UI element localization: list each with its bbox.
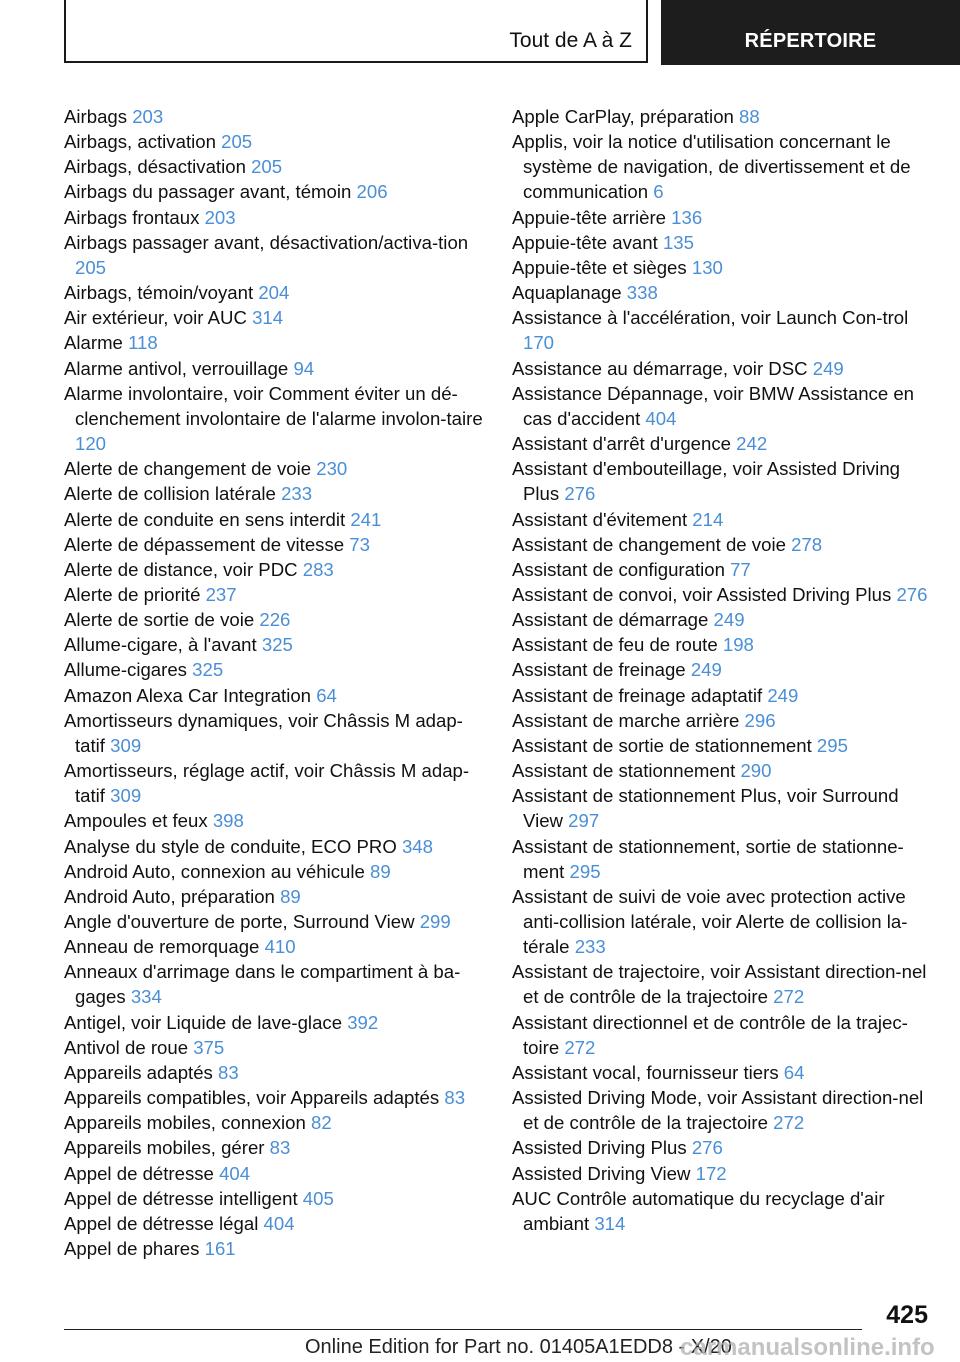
index-term: Alarme involontaire, voir Comment éviter un dé‐clenchement involontaire de l'alarme involon‐taire — [64, 382, 483, 429]
watermark: carmanualsonline.info — [680, 1334, 935, 1361]
index-term: Airbags passager avant, désactivation/activa‐tion — [64, 231, 469, 253]
index-term: Appareils mobiles, gérer — [64, 1137, 265, 1159]
index-column-right — [512, 104, 932, 1236]
index-term: Appuie-tête arrière — [512, 206, 666, 228]
page-reference-link[interactable]: 314 — [594, 1212, 626, 1234]
index-entry — [512, 129, 932, 204]
page-reference-link[interactable]: 297 — [568, 810, 600, 832]
index-entry — [512, 280, 932, 305]
page-reference-link[interactable]: 203 — [132, 106, 164, 127]
page-reference-link[interactable]: 130 — [691, 256, 723, 278]
index-term: AUC Contrôle automatique du recyclage d'air ambiant — [512, 1187, 885, 1234]
index-term: Assistant de marche arrière — [512, 709, 740, 731]
index-entry — [64, 657, 484, 682]
page-reference-link[interactable]: 272 — [773, 986, 805, 1008]
index-entry — [512, 381, 932, 431]
page-reference-link[interactable]: 375 — [193, 1036, 225, 1058]
index-term: Alerte de collision latérale — [64, 483, 276, 505]
page-reference-link[interactable]: 283 — [302, 558, 334, 580]
index-entry — [64, 1161, 484, 1186]
index-term: Analyse du style de conduite, ECO PRO — [64, 835, 397, 857]
index-entry — [512, 431, 932, 456]
index-term: Assistant de stationnement, sortie de stationne‐ment — [512, 835, 904, 882]
index-entry — [64, 154, 484, 179]
index-entry — [64, 356, 484, 381]
index-term: Aquaplanage — [512, 282, 622, 304]
page-reference-link[interactable]: 206 — [356, 181, 388, 203]
index-term: Alerte de conduite en sens interdit — [64, 508, 346, 530]
index-entry — [512, 205, 932, 230]
page-reference-link[interactable]: 295 — [569, 860, 601, 882]
page-reference-link[interactable]: 325 — [192, 659, 224, 681]
page-reference-link[interactable]: 170 — [523, 332, 555, 354]
index-term: Allume-cigare, à l'avant — [64, 634, 257, 656]
index-entry — [64, 808, 484, 833]
index-term: Appuie-tête avant — [512, 231, 658, 253]
index-entry — [64, 1010, 484, 1035]
index-entry — [512, 607, 932, 632]
page-reference-link[interactable]: 64 — [783, 1061, 805, 1083]
page-reference-link[interactable]: 249 — [690, 659, 722, 681]
page-reference-link[interactable]: 230 — [316, 458, 348, 480]
index-term: Airbags, témoin/voyant — [64, 282, 254, 304]
index-entry — [64, 934, 484, 959]
page-reference-link[interactable]: 233 — [281, 483, 313, 505]
page-reference-link[interactable]: 276 — [691, 1137, 723, 1159]
page-reference-link[interactable]: 82 — [311, 1112, 332, 1134]
index-term: Air extérieur, voir AUC — [64, 307, 247, 329]
index-term: Appel de détresse intelligent — [64, 1187, 298, 1209]
index-term: Appareils mobiles, connexion — [64, 1112, 306, 1134]
index-term: Assistant de sortie de stationnement — [512, 734, 812, 756]
page-number: 425 — [886, 1301, 928, 1329]
index-entry — [64, 607, 484, 632]
index-entry — [64, 532, 484, 557]
index-entry — [512, 708, 932, 733]
index-entry — [64, 1135, 484, 1160]
page-reference-link[interactable]: 296 — [744, 709, 776, 731]
index-entry — [64, 507, 484, 532]
edition-note: Online Edition for Part no. 01405A1EDD8 - X/20 — [305, 1336, 732, 1358]
index-term: Assistant directionnel et de contrôle de la trajec‐toire — [512, 1011, 908, 1058]
page-reference-link[interactable]: 77 — [730, 558, 751, 580]
index-term: Alarme antivol, verrouillage — [64, 357, 289, 379]
page-reference-link[interactable]: 276 — [564, 483, 596, 505]
index-entry — [64, 859, 484, 884]
index-term: Assisted Driving Plus — [512, 1137, 687, 1159]
page-reference-link[interactable]: 83 — [269, 1137, 291, 1159]
index-term: Amazon Alexa Car Integration — [64, 684, 312, 706]
index-entry — [64, 632, 484, 657]
index-term: Assistant d'embouteillage, voir Assisted Driving Plus — [512, 458, 900, 505]
index-entry — [64, 104, 484, 129]
index-term: Assistance Dépannage, voir BMW Assistance en cas d'accident — [512, 382, 915, 429]
page-reference-link[interactable]: 203 — [204, 206, 236, 228]
index-term: Alarme — [64, 332, 123, 354]
page-reference-link[interactable]: 120 — [75, 433, 107, 455]
section-title: Tout de A à Z — [509, 29, 632, 52]
index-entry — [512, 632, 932, 657]
index-term: Android Auto, connexion au véhicule — [64, 860, 365, 882]
index-entry — [64, 305, 484, 330]
index-entry — [64, 330, 484, 355]
page-reference-link[interactable]: 64 — [316, 684, 337, 706]
page-reference-link[interactable]: 136 — [671, 206, 703, 228]
index-term: Appel de détresse légal — [64, 1212, 259, 1234]
index-term: Alerte de sortie de voie — [64, 609, 255, 631]
page-reference-link[interactable]: 299 — [419, 911, 451, 932]
index-term: Appel de phares — [64, 1238, 200, 1260]
index-term: Assistance au démarrage, voir DSC — [512, 357, 808, 379]
index-entry — [512, 884, 932, 959]
index-entry — [64, 230, 484, 280]
index-entry — [64, 557, 484, 582]
page-reference-link[interactable]: 214 — [692, 508, 724, 530]
index-entry — [512, 657, 932, 682]
page-reference-link[interactable]: 6 — [653, 181, 664, 203]
page-reference-link[interactable]: 276 — [896, 583, 928, 605]
page-reference-link[interactable]: 118 — [128, 332, 158, 354]
index-term: Assistant d'évitement — [512, 508, 688, 530]
index-entry — [512, 733, 932, 758]
index-term: Airbags, activation — [64, 131, 216, 153]
page-reference-link[interactable]: 325 — [261, 634, 293, 656]
index-term: Airbags du passager avant, témoin — [64, 181, 352, 203]
header-frame — [64, 0, 648, 63]
page-reference-link[interactable]: 410 — [264, 936, 296, 958]
page-reference-link[interactable]: 205 — [75, 256, 107, 278]
index-term: Appareils compatibles, voir Appareils adaptés — [64, 1087, 440, 1109]
page-reference-link[interactable]: 278 — [791, 533, 823, 555]
index-term: Android Auto, préparation — [64, 885, 275, 907]
index-term: Alerte de priorité — [64, 583, 201, 605]
index-entry — [64, 481, 484, 506]
page-reference-link[interactable]: 241 — [350, 508, 382, 530]
index-term: Airbags — [64, 106, 128, 127]
index-entry — [64, 708, 484, 758]
index-entry — [512, 305, 932, 355]
index-entry — [64, 1186, 484, 1211]
index-term: Antivol de roue — [64, 1036, 189, 1058]
index-term: Assistant vocal, fournisseur tiers — [512, 1061, 779, 1083]
page-reference-link[interactable]: 204 — [258, 282, 290, 304]
index-entry — [512, 1135, 932, 1160]
page-reference-link[interactable]: 226 — [259, 609, 291, 631]
page-reference-link[interactable]: 249 — [713, 609, 745, 631]
page-reference-link[interactable]: 295 — [816, 734, 848, 756]
page-reference-link[interactable]: 309 — [110, 785, 142, 807]
page-reference-link[interactable]: 348 — [401, 835, 433, 857]
index-entry — [512, 255, 932, 280]
index-term: Angle d'ouverture de porte, Surround View — [64, 911, 415, 932]
index-term: Applis, voir la notice d'utilisation concernant le système de navigation, de divertissement et de communication — [512, 131, 911, 203]
page-reference-link[interactable]: 398 — [212, 810, 244, 832]
page-reference-link[interactable]: 135 — [662, 231, 694, 253]
index-term: Alerte de changement de voie — [64, 458, 312, 480]
index-entry — [512, 456, 932, 506]
page-reference-link[interactable]: 242 — [736, 433, 768, 455]
index-entry — [64, 381, 484, 456]
index-term: Assisted Driving View — [512, 1162, 691, 1184]
page-reference-link[interactable]: 290 — [740, 760, 772, 782]
index-entry — [64, 456, 484, 481]
index-term: Assistant de freinage adaptatif — [512, 684, 763, 706]
index-entry — [64, 280, 484, 305]
index-entry — [64, 758, 484, 808]
page-reference-link[interactable]: 272 — [773, 1112, 805, 1134]
index-entry — [512, 356, 932, 381]
page-reference-link[interactable]: 83 — [444, 1087, 466, 1109]
index-term: Assistant de changement de voie — [512, 533, 786, 555]
page-reference-link[interactable]: 237 — [205, 583, 237, 605]
index-term: Assistant de trajectoire, voir Assistant direction‐nel et de contrôle de la trajectoire — [512, 961, 927, 1008]
index-entry — [512, 683, 932, 708]
index-term: Assistance à l'accélération, voir Launch Con‐trol — [512, 307, 909, 329]
index-term: Airbags frontaux — [64, 206, 200, 228]
index-entry — [512, 1010, 932, 1060]
page-reference-link[interactable]: 404 — [219, 1162, 251, 1184]
index-term: Amortisseurs dynamiques, voir Châssis M adap‐tatif — [64, 709, 463, 756]
page-reference-link[interactable]: 338 — [626, 282, 658, 304]
index-term: Allume-cigares — [64, 659, 187, 681]
index-term: Assistant de freinage — [512, 659, 686, 681]
index-term: Assistant de stationnement — [512, 760, 736, 782]
index-entry — [64, 1211, 484, 1236]
index-entry — [512, 1161, 932, 1186]
index-term: Ampoules et feux — [64, 810, 208, 832]
page-reference-link[interactable]: 88 — [739, 106, 760, 127]
page-reference-link[interactable]: 205 — [251, 156, 283, 178]
index-entry — [64, 683, 484, 708]
index-entry — [64, 1035, 484, 1060]
index-term: Alerte de distance, voir PDC — [64, 558, 298, 580]
index-entry — [64, 1236, 484, 1261]
page-reference-link[interactable]: 161 — [204, 1238, 236, 1260]
index-entry — [64, 909, 484, 934]
index-entry — [512, 1186, 932, 1236]
index-term: Assistant de feu de route — [512, 634, 718, 656]
footer-divider — [64, 1329, 862, 1330]
index-entry — [64, 1110, 484, 1135]
index-entry — [512, 1085, 932, 1135]
index-entry — [64, 179, 484, 204]
index-term: Assistant de convoi, voir Assisted Driving Plus — [512, 583, 892, 605]
index-entry — [64, 959, 484, 1009]
index-term: Airbags, désactivation — [64, 156, 246, 178]
index-entry — [512, 758, 932, 783]
index-term: Amortisseurs, réglage actif, voir Châssis M adap‐tatif — [64, 760, 470, 807]
index-entry — [512, 557, 932, 582]
page-reference-link[interactable]: 205 — [221, 131, 253, 153]
index-entry — [64, 1085, 484, 1110]
index-term: Assistant de configuration — [512, 558, 725, 580]
page-reference-link[interactable]: 233 — [574, 936, 606, 958]
page-reference-link[interactable]: 314 — [252, 307, 284, 329]
index-term: Assisted Driving Mode, voir Assistant direction‐nel et de contrôle de la trajectoire — [512, 1087, 924, 1134]
index-entry — [512, 834, 932, 884]
index-term: Assistant d'arrêt d'urgence — [512, 433, 731, 455]
page-reference-link[interactable]: 272 — [564, 1036, 596, 1058]
index-term: Anneau de remorquage — [64, 936, 260, 958]
page-reference-link[interactable]: 405 — [302, 1187, 334, 1209]
page-reference-link[interactable]: 309 — [110, 734, 142, 756]
page-reference-link[interactable]: 73 — [349, 533, 370, 555]
index-term: Appareils adaptés — [64, 1061, 213, 1083]
page-reference-link[interactable]: 249 — [812, 357, 844, 379]
index-term: Assistant de stationnement Plus, voir Surround View — [512, 785, 899, 832]
index-entry — [64, 582, 484, 607]
page-reference-link[interactable]: 249 — [767, 684, 799, 706]
index-term: Alerte de dépassement de vitesse — [64, 533, 345, 555]
page-reference-link[interactable]: 404 — [645, 407, 677, 429]
page-reference-link[interactable]: 89 — [280, 885, 301, 907]
index-term: Assistant de suivi de voie avec protection active anti-collision latérale, voir Alerte de collision la‐térale — [512, 885, 908, 958]
index-entry — [512, 532, 932, 557]
page-reference-link[interactable]: 404 — [263, 1212, 295, 1234]
index-term: Apple CarPlay, préparation — [512, 106, 734, 127]
index-entry — [512, 582, 932, 607]
index-term: Appuie-tête et sièges — [512, 256, 687, 278]
index-entry — [64, 884, 484, 909]
index-entry — [64, 129, 484, 154]
index-entry — [512, 230, 932, 255]
index-entry — [512, 507, 932, 532]
index-entry — [512, 959, 932, 1009]
page-reference-link[interactable]: 94 — [293, 357, 315, 379]
index-term: Assistant de démarrage — [512, 609, 709, 631]
index-entry — [64, 1060, 484, 1085]
index-entry — [64, 205, 484, 230]
section-tab[interactable]: RÉPERTOIRE — [661, 0, 960, 65]
index-term: Anneaux d'arrimage dans le compartiment à ba‐gages — [64, 961, 461, 1008]
index-entry — [64, 834, 484, 859]
page-reference-link[interactable]: 172 — [695, 1162, 727, 1184]
index-term: Antigel, voir Liquide de lave-glace — [64, 1011, 343, 1033]
index-column-left — [64, 104, 484, 1261]
page-reference-link[interactable]: 198 — [722, 634, 754, 656]
page-reference-link[interactable]: 83 — [218, 1061, 239, 1083]
page-reference-link[interactable]: 334 — [130, 986, 162, 1008]
index-entry — [512, 1060, 932, 1085]
index-term: Appel de détresse — [64, 1162, 214, 1184]
page-reference-link[interactable]: 89 — [370, 860, 391, 882]
index-entry — [512, 783, 932, 833]
page-reference-link[interactable]: 392 — [347, 1011, 379, 1033]
index-entry — [512, 104, 932, 129]
